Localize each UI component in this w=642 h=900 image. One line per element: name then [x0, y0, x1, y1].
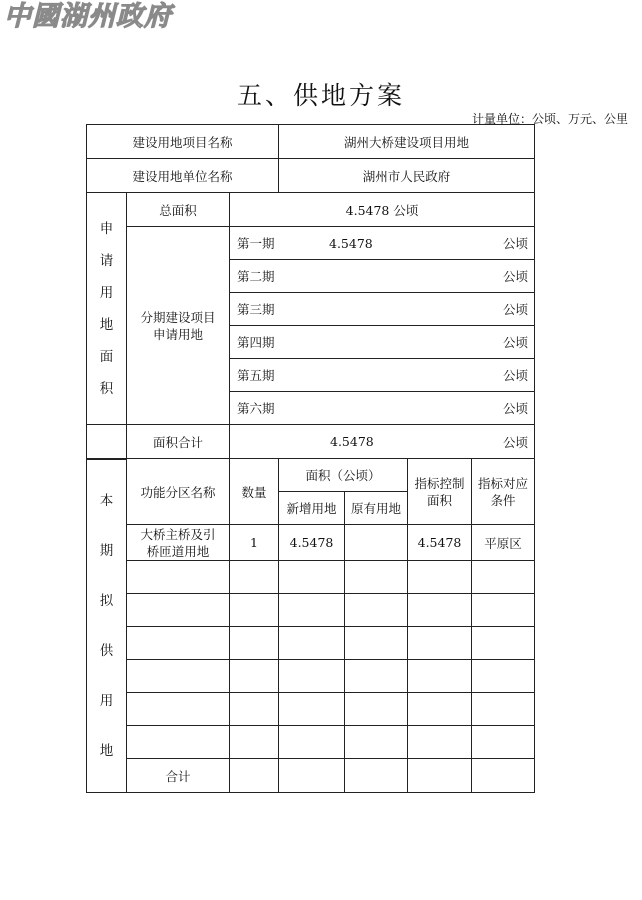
- phase-name: 第三期: [237, 302, 275, 317]
- blank-cell: [87, 425, 127, 459]
- control-area-cell: 4.5478: [408, 525, 472, 561]
- zone-name-cell: 大桥主桥及引 桥匝道用地: [127, 525, 230, 561]
- header-existing-land: 原有用地: [345, 492, 408, 525]
- row-area-total: [87, 425, 535, 459]
- table-row: [87, 525, 535, 561]
- watermark-logo: 中國湖州政府: [4, 1, 172, 32]
- phase-group-label: 分期建设项目 申请用地: [127, 227, 230, 425]
- project-name-label: 建设用地项目名称: [87, 125, 279, 159]
- conditions-cell: 平原区: [472, 525, 535, 561]
- header-conditions: 指标对应 条件: [472, 459, 535, 525]
- phase-name: 第四期: [237, 335, 275, 350]
- empty-row: [87, 627, 535, 660]
- phase-unit: 公顷: [503, 302, 529, 317]
- area-total-unit: 公顷: [503, 434, 529, 450]
- header-zone-name: 功能分区名称: [127, 459, 230, 525]
- page-title: 五、供地方案: [236, 81, 405, 110]
- apply-area-vertical-label: 申 请 用 地 面 积: [87, 193, 127, 425]
- phase-cell: [230, 359, 535, 392]
- unit-name-value: 湖州市人民政府: [279, 159, 535, 193]
- area-total-value: 4.5478: [330, 434, 374, 449]
- row-unit-name: [87, 159, 535, 193]
- phase-unit: 公顷: [503, 335, 529, 350]
- phase-row: [87, 227, 535, 260]
- project-name-value: 湖州大桥建设项目用地: [279, 125, 535, 159]
- count-cell: 1: [230, 525, 279, 561]
- header-row: [87, 459, 535, 492]
- empty-row: [87, 660, 535, 693]
- phase-name: 第六期: [237, 401, 275, 416]
- land-supply-table: [86, 124, 535, 793]
- unit-note: 计量单位：公顷、万元、公里: [471, 112, 628, 126]
- unit-name-label: 建设用地单位名称: [87, 159, 279, 193]
- phase-cell: [230, 392, 535, 425]
- phase-value: 4.5478: [329, 235, 373, 251]
- phase-unit: 公顷: [503, 368, 529, 383]
- area-total-label: 面积合计: [127, 425, 230, 459]
- total-area-value: 4.5478 公顷: [230, 193, 535, 227]
- empty-row: [87, 693, 535, 726]
- phase-cell: [230, 293, 535, 326]
- supply-vertical-label: 本 期 拟 供 用 地: [87, 459, 127, 793]
- header-count: 数量: [230, 459, 279, 525]
- area-total-cell: [230, 425, 535, 459]
- subtotal-label: 合计: [127, 759, 230, 793]
- phase-cell: [230, 260, 535, 293]
- phase-unit: 公顷: [503, 236, 529, 251]
- subtotal-row: [87, 759, 535, 793]
- phase-unit: 公顷: [503, 269, 529, 284]
- phase-cell: [230, 326, 535, 359]
- new-land-cell: 4.5478: [279, 525, 345, 561]
- phase-name: 第一期: [237, 236, 275, 251]
- row-total-area: [87, 193, 535, 227]
- phase-name: 第二期: [237, 269, 275, 284]
- phase-cell: [230, 227, 535, 260]
- row-project-name: [87, 125, 535, 159]
- empty-row: [87, 594, 535, 627]
- empty-row: [87, 561, 535, 594]
- header-area: 面积（公顷）: [279, 459, 408, 492]
- phase-unit: 公顷: [503, 401, 529, 416]
- header-control-area: 指标控制 面积: [408, 459, 472, 525]
- existing-land-cell: [345, 525, 408, 561]
- phase-name: 第五期: [237, 368, 275, 383]
- header-new-land: 新增用地: [279, 492, 345, 525]
- total-area-label: 总面积: [127, 193, 230, 227]
- empty-row: [87, 726, 535, 759]
